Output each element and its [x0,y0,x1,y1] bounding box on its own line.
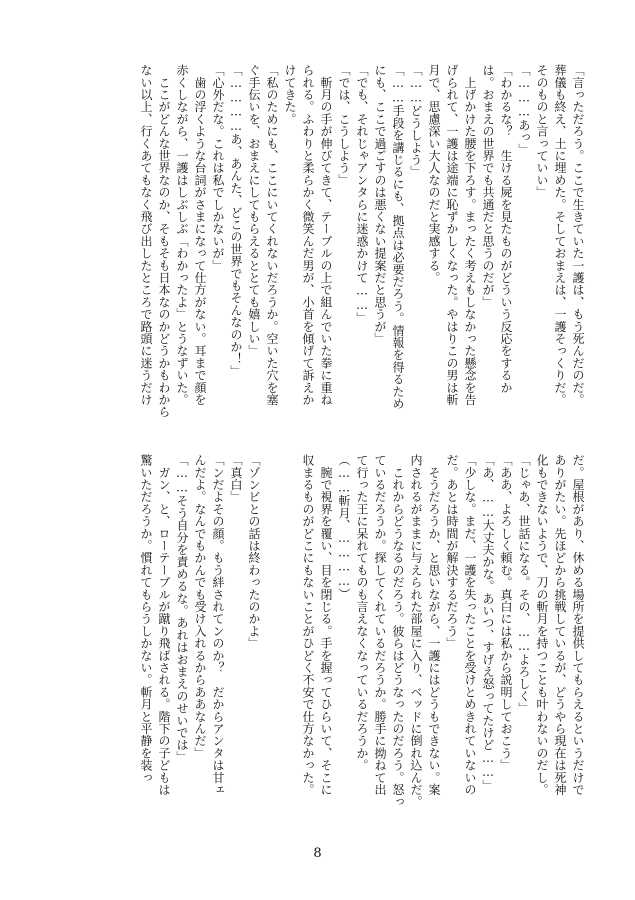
upper-text-line: 月で、思慮深い大人なのだと実感する。 [427,64,441,284]
upper-text-line: 「私のためにも、ここにいてくれないだろうか。空いた穴を塞 [265,64,279,406]
lower-text-line: 腕で視界を覆い、目を閉じる。手を握ってひらいて、そこに [319,454,333,796]
lower-text-line: 収まるものがどこにもないことがひどく不安で仕方なかった。 [301,454,315,796]
upper-text-line: 「………あっ」 [517,64,531,156]
upper-text-line: 上げかけた腰を下ろす。まったく考えもしなかった懸念を告 [463,64,477,406]
lower-text-line: て行った王に呆れてものも言えなくなっているだろうか。 [355,454,369,772]
upper-text-line: 斬月の手が伸びてきて、テーブルの上で組んでいた拳に重ね [319,64,333,406]
upper-text-line: 歯の浮くような台詞がさまになって仕方がない。耳まで顔を [193,64,207,406]
upper-text-line: けてきた。 [283,64,297,125]
upper-text-line: 「では、こうしよう」 [337,64,351,186]
upper-text-line: にも、ここで過ごすのは悪くない提案だと思うが」 [373,64,387,345]
upper-text-line: られる。ふわりと柔らかく微笑んだ男が、小首を傾げて訴えか [301,64,315,406]
text-block-lower [42,454,587,814]
lower-text-line: だ。あとは時間が解決するだろう」 [445,454,459,650]
lower-text-line: 化もできないようで、刀の斬月を持つことも叶わないのだし。 [535,454,549,796]
lower-text-line: 「ゾンビとの話は終わったのかよ」 [247,454,261,650]
lower-text-line: ガン、と、ローテーブルが蹴り飛ばされる。階下の子どもは [157,454,171,796]
lower-text-line: 「あ、……大丈夫かな。あいつ、すげえ怒ってたけど……」 [481,454,495,792]
lower-text-line: そうだろうか、と思いながら、一護にはどうもできない。案 [427,454,441,796]
upper-text-line: 「…………あ、あんた、どこの世界でもそんなのか！」 [229,64,243,377]
lower-text-line: だ。屋根があり、休める場所を提供してもらえるというだけで [571,454,585,796]
upper-text-line: 「……手段を講じるにも、拠点は必要だろう。情報を得るため [391,64,405,410]
upper-text-line: 赤くしながら、一護はしぶしぶ「わかったよ」とうなずいた。 [175,64,189,406]
upper-text-line: は。おまえの世界でも共通だと思うのだが」 [481,64,495,308]
lower-text-line: ているだろうか。探してくれているだろうか。勝手に拗ねて出 [373,454,387,796]
lower-text-line [263,454,281,814]
upper-text-line: げられて、一護は途端に恥ずかしくなった。やはりこの男は斬 [445,64,459,406]
lower-text-line [281,454,299,814]
upper-text-line: 「……どうしよう」 [409,64,423,178]
lower-text-line: 「……そう自分を責めるな。あれはおまえのせいでは」 [175,454,189,763]
lower-text-line: 「真白」 [229,454,243,503]
upper-text-line: 「言っただろう。ここで生きていた一護は、もう死んだのだ。 [571,64,585,406]
text-block-upper [42,64,587,424]
lower-text-line: ありがたい。先ほどから挑戦しているが、どうやら現在は死神 [553,454,567,796]
page-number: 8 [313,846,322,861]
upper-text-line: 「でも、それじゃアンタらに迷惑かけて……」 [355,64,369,325]
lower-text-line: んだよ。なんでもかんでも受け入れるからああなんだ」 [193,454,207,759]
lower-text-line: 「じゃあ、世話になる。その、……よろしく」 [517,454,531,715]
lower-text-line: 「ああ、よろしく頼む。真白には私から説明しておこう」 [499,454,513,772]
lower-text-line: 「少しな。まだ、一護を失ったことを受けとめきれていないの [463,454,477,796]
upper-text-line: 「心外だな。これは私でしかないが」 [211,64,225,272]
upper-text-line: ない以上、行くあてもなく飛び出したところで路頭に迷うだけ [139,64,153,406]
lower-text-line: （……斬月、…………） [337,454,351,601]
upper-text-line: ぐ手伝いを、おまえにしてもらえるととても嬉しい」 [247,64,261,357]
lower-text-line: 「ンだよその顔。もう絆されてンのか？ だからアンタは甘ェ [211,454,225,796]
upper-text-line: ここがどんな世界なのか、そもそも日本なのかどうかもわから [157,64,171,418]
lower-text-line: 驚いただろうか。慣れてもらうしかない。斬月と平静を装っ [139,454,153,784]
lower-text-line: これからどうなるのだろう。彼らはどうなったのだろう。怒っ [391,454,405,808]
upper-text-line: そのものと言っていい」 [535,64,549,199]
upper-text-line: 葬儀も終え、土に埋めた。そしておまえは、一護そっくりだ。 [553,64,567,406]
lower-text-line: 内されるがままに与えられた部屋に入り、ベッドに倒れ込んだ。 [409,454,423,808]
upper-text-line: 「わかるな？ 生ける屍を見たものがどういう反応をするか [499,64,513,394]
